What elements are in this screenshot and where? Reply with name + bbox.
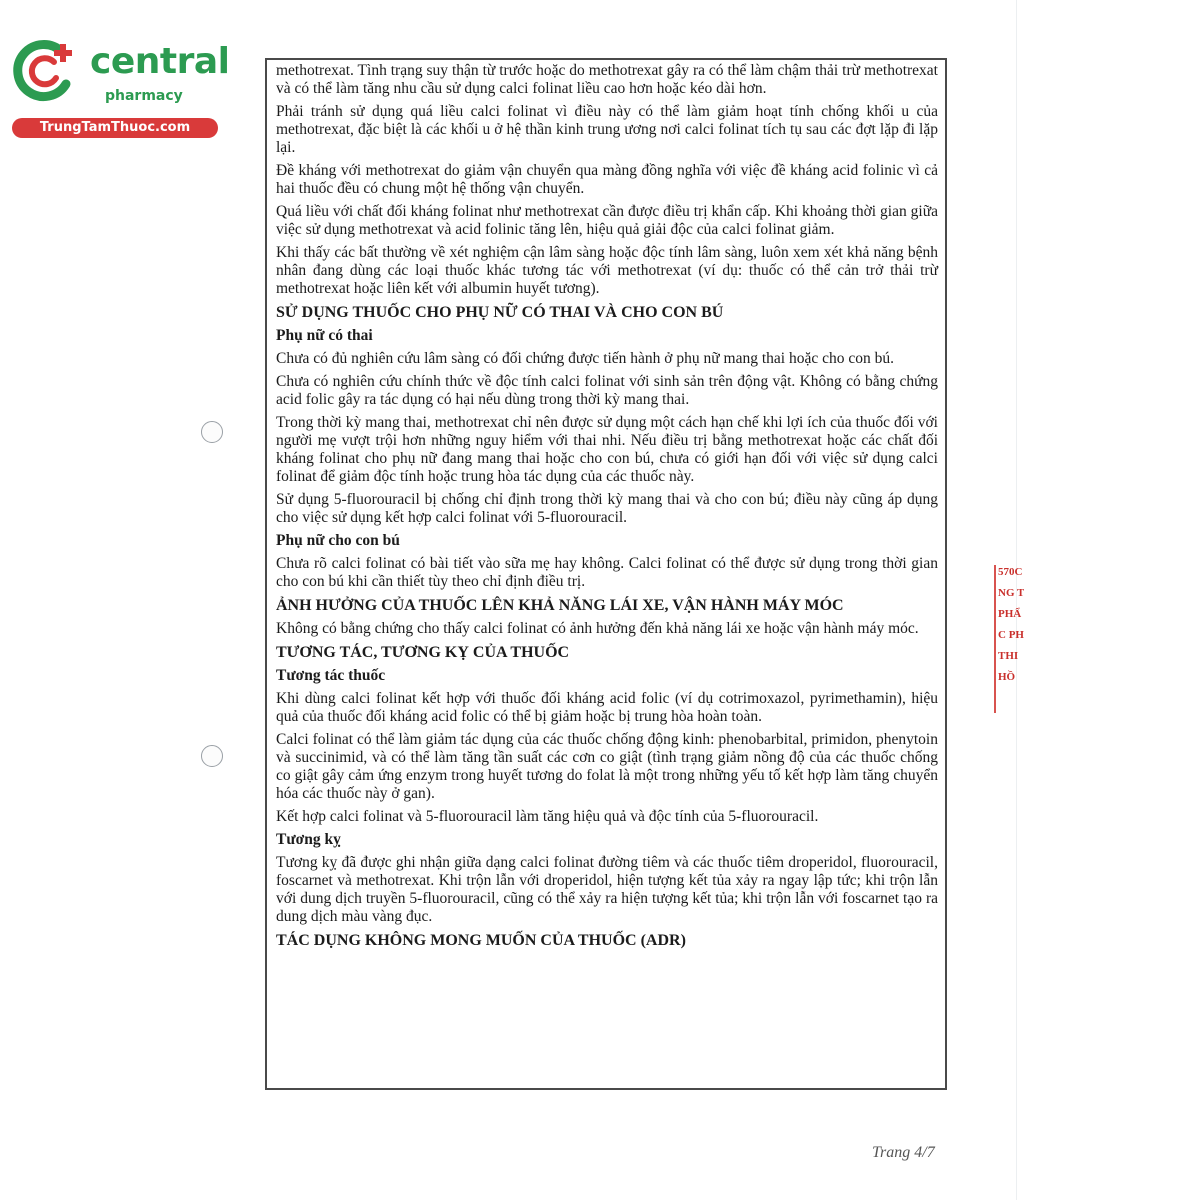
paragraph: Phải tránh sử dụng quá liều calci folinat vì điều này có thể làm giảm hoạt tính chống khối u của methotrexat, đặc biệt là các khối u ở hệ thần kinh trung ương nơi calci folinat tích tụ sau các đợt lặp đi lặp lại. [276, 103, 938, 156]
subsection-heading: Phụ nữ cho con bú [276, 532, 400, 549]
pharmacy-cross-icon [10, 38, 76, 104]
section-heading: ẢNH HƯỞNG CỦA THUỐC LÊN KHẢ NĂNG LÁI XE, VẬN HÀNH MÁY MÓC [276, 597, 844, 614]
paragraph: Khi thấy các bất thường về xét nghiệm cận lâm sàng hoặc độc tính lâm sàng, luôn xem xét khả năng bệnh nhân đang dùng các loại thuốc khác tương tác với methotrexat (ví dụ: thuốc có thể cản trở thải trừ methotrexat hoặc liên kết với albumin huyết tương). [276, 244, 938, 297]
stamp-text: NG T [998, 587, 1024, 599]
paragraph: Chưa có đủ nghiên cứu lâm sàng có đối chứng được tiến hành ở phụ nữ mang thai hoặc cho con bú. [276, 350, 894, 367]
section-heading: TÁC DỤNG KHÔNG MONG MUỐN CỦA THUỐC (ADR) [276, 932, 686, 949]
paragraph: Trong thời kỳ mang thai, methotrexat chỉ nên được sử dụng một cách hạn chế khi lợi ích của thuốc đối với người mẹ vượt trội hơn những nguy hiểm với thai nhi. Nếu điều trị bằng methotrexat hoặc các chất đối kháng folinat cho phụ nữ đang mang thai hoặc cho con bú, chưa có giới hạn đối với việc sử dụng calci folinat để giảm độc tính hoặc trung hòa tác dụng của các thuốc này. [276, 414, 938, 485]
punch-hole-bottom [201, 745, 223, 767]
punch-hole-top [201, 421, 223, 443]
section-heading: TƯƠNG TÁC, TƯƠNG KỴ CỦA THUỐC [276, 644, 570, 661]
stamp-text: PHẨ [998, 608, 1022, 620]
brand-name: central [90, 41, 230, 82]
paragraph: Sử dụng 5-fluorouracil bị chống chỉ định trong thời kỳ mang thai và cho con bú; điều này cũng áp dụng cho việc sử dụng kết hợp calci folinat với 5-fluorouracil. [276, 491, 938, 526]
leaflet-content-box [265, 58, 947, 1090]
paragraph: Tương kỵ đã được ghi nhận giữa dạng calci folinat đường tiêm và các thuốc tiêm droperidol, fluorouracil, foscarnet và methotrexat. Khi trộn lẫn với droperidol, hiện tượng kết tủa xảy ra ngay lập tức; khi trộn lẫn với dung dịch truyền 5-fluorouracil, cũng có thể xảy ra hiện tượng kết tủa; khi trộn lẫn với foscarnet tạo ra dung dịch màu vàng đục. [276, 854, 938, 925]
paragraph: Đề kháng với methotrexat do giảm vận chuyển qua màng đồng nghĩa với việc đề kháng acid folinic vì cả hai thuốc đều có chung một hệ thống vận chuyển. [276, 162, 938, 197]
paragraph: Khi dùng calci folinat kết hợp với thuốc đối kháng acid folic (ví dụ cotrimoxazol, pyrimethamin), hiệu quả của thuốc đối kháng acid folic có thể bị giảm hoặc bị trung hòa hoàn toàn. [276, 690, 938, 725]
section-heading: SỬ DỤNG THUỐC CHO PHỤ NỮ CÓ THAI VÀ CHO CON BÚ [276, 304, 724, 321]
paragraph: Chưa rõ calci folinat có bài tiết vào sữa mẹ hay không. Calci folinat có thể được sử dụng trong thời gian cho con bú khi cần thiết tùy theo chỉ định điều trị. [276, 555, 938, 590]
stamp-text: C PH [998, 629, 1024, 641]
subsection-heading: Phụ nữ có thai [276, 327, 373, 344]
subsection-heading: Tương tác thuốc [276, 667, 386, 684]
website-badge[interactable]: TrungTamThuoc.com [12, 118, 218, 138]
page-number: Trang 4/7 [872, 1144, 935, 1161]
brand-subtitle: pharmacy [105, 88, 183, 104]
stamp-text: THI [998, 650, 1019, 662]
paragraph: Quá liều với chất đối kháng folinat như methotrexat cần được điều trị khẩn cấp. Khi khoảng thời gian giữa việc sử dụng methotrexat và acid folinic tăng lên, hiệu quả giải độc của calci folinat giảm. [276, 203, 938, 238]
stamp-text: HỒ [998, 671, 1016, 683]
red-stamp-fragment [994, 565, 1024, 713]
subsection-heading: Tương kỵ [276, 831, 341, 848]
paragraph: Calci folinat có thể làm giảm tác dụng của các thuốc chống động kinh: phenobarbital, primidon, phenytoin và succinimid, và có thể làm tăng tần suất các cơn co giật (tình trạng giảm nồng độ của các thuốc chống co giật gây cảm ứng enzym trong huyết tương do folat là một trong những yếu tố kết hợp làm tăng chuyển hóa các thuốc này ở gan). [276, 731, 938, 802]
paragraph: Không có bằng chứng cho thấy calci folinat có ảnh hưởng đến khả năng lái xe hoặc vận hành máy móc. [276, 620, 919, 637]
paragraph: Chưa có nghiên cứu chính thức về độc tính calci folinat với sinh sản trên động vật. Không có bằng chứng acid folic gây ra tác dụng có hại nếu dùng trong thời kỳ mang thai. [276, 373, 938, 408]
paragraph: Kết hợp calci folinat và 5-fluorouracil làm tăng hiệu quả và độc tính của 5-fluorouracil. [276, 808, 819, 825]
paragraph: methotrexat. Tình trạng suy thận từ trước hoặc do methotrexat gây ra có thể làm chậm thải trừ methotrexat và có thể làm tăng nhu cầu sử dụng calci folinat liều cao hơn hoặc kéo dài hơn. [276, 62, 938, 97]
central-pharmacy-logo[interactable] [10, 38, 230, 138]
stamp-text: 570C [998, 566, 1023, 578]
